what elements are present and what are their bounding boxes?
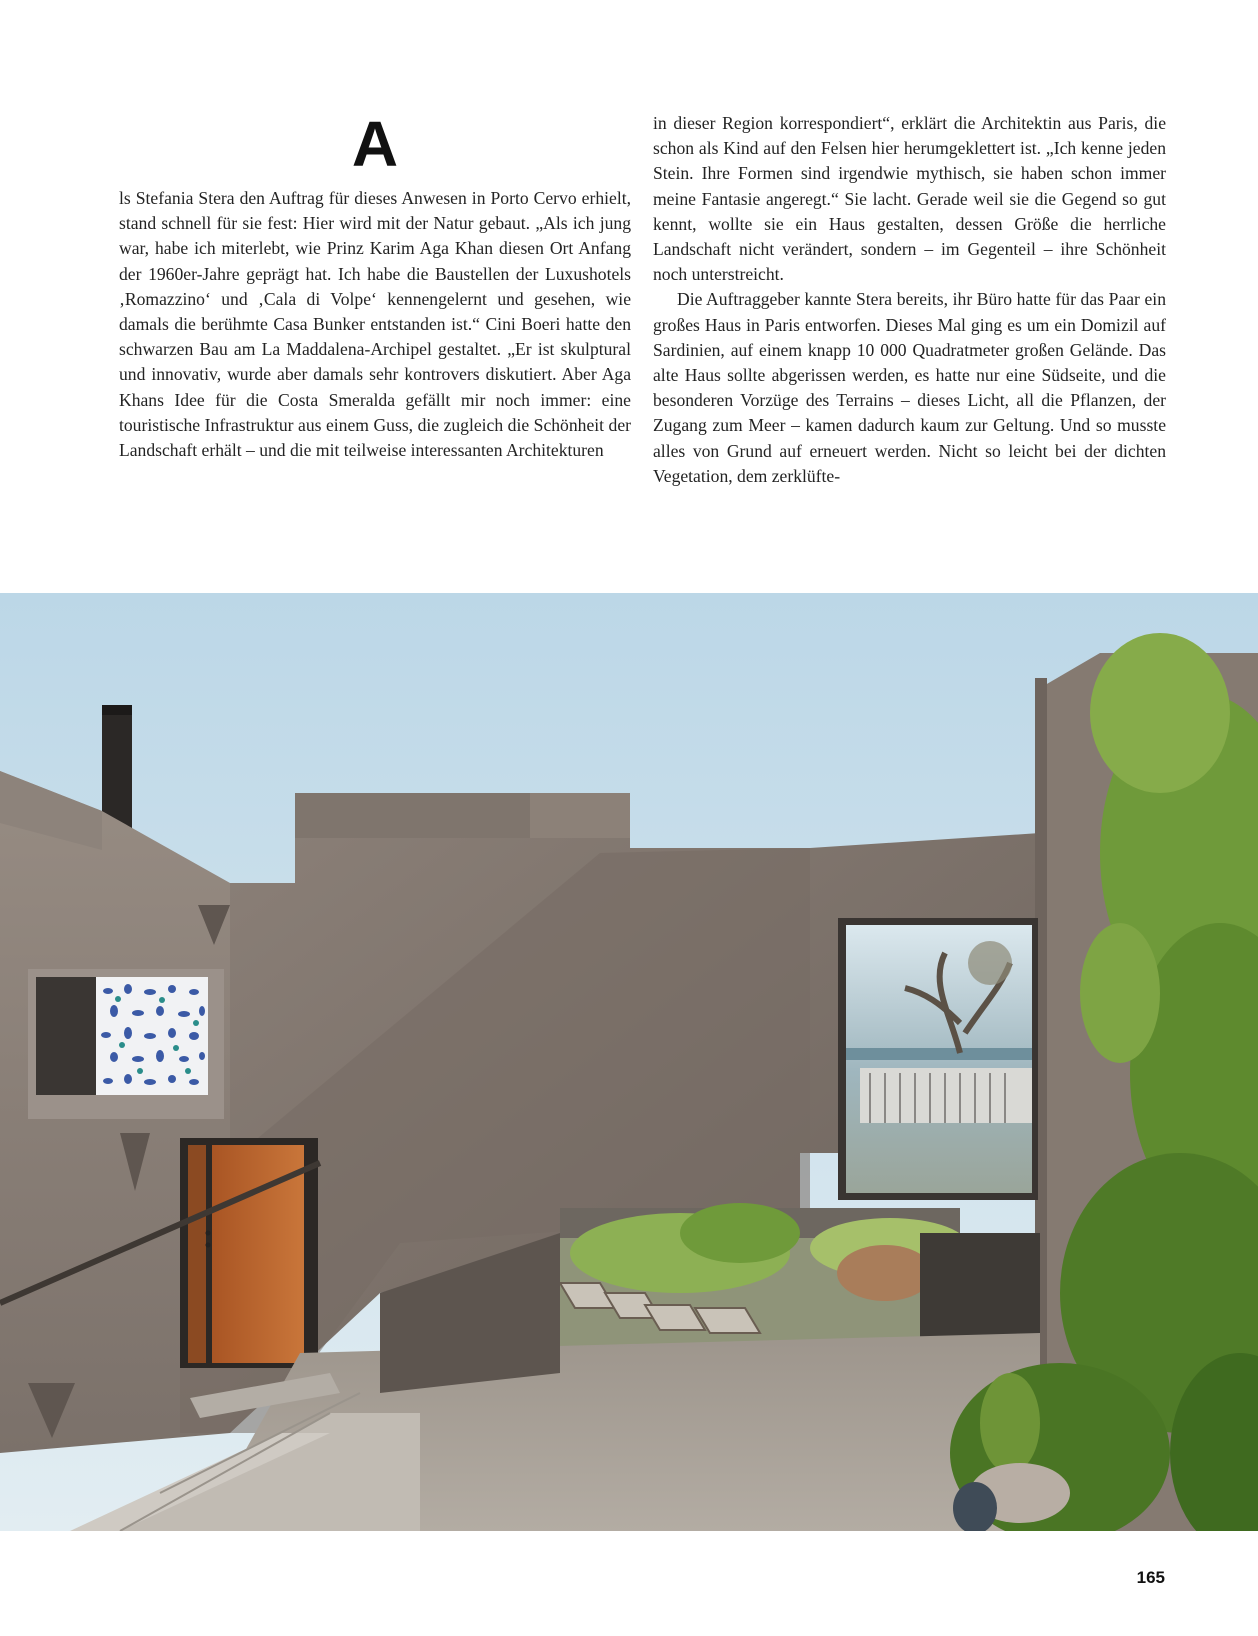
paragraph-left-1: ls Stefania Stera den Auftrag für dieses Anwesen in Porto Cervo erhielt, stand schnell für sie fest: Hier wird mit der Natur gebaut. „Als ich jung war, habe ich miterlebt, wie Prinz Karim Aga Khan diesen Ort Anfang der 1960er-Jahre geprägt hat. Ich habe die Baustellen der Luxushotels ‚Romazzino‘ und ‚Cala di Volpe‘ kennengelernt und gesehen, wie damals die berühmte Casa Bunker entstanden ist.“ Cini Boeri hatte den schwarzen Bau am La Maddalena-Archipel gestaltet. „Er ist skulptural und innovativ, wurde aber damals sehr kontrovers diskutiert. Aber Aga Khans Idee für die Costa Smeralda gefällt mir noch immer: eine touristische Infrastruktur aus einem Guss, die zugleich die Schönheit der Landschaft erhält – und die mit teilweise interessanten Architekturen bbox=[119, 188, 631, 461]
paragraph-right-1: in dieser Region korrespondiert“, erklärt die Architektin aus Paris, die schon als Kind auf den Felsen hier herumgeklettert ist. „Ich kenne jeden Stein. Ihre Formen sind irgendwie mythisch, sie haben schon immer meine Fantasie angeregt.“ Sie lacht. Gerade weil sie die Gegend so gut kennt, wollte sie ein Haus gestalten, dessen Größe die herrliche Landschaft nicht verändert, sondern – im Gegenteil – ihre Schönheit noch unterstreicht. bbox=[653, 113, 1166, 285]
architecture-photo bbox=[0, 593, 1258, 1531]
paragraph-right-2: Die Auftraggeber kannte Stera bereits, ihr Büro hatte für das Paar ein großes Haus in Paris entworfen. Dieses Mal ging es um ein Domizil auf Sardinien, auf einem knapp 10 000 Quadratmeter großen Gelände. Das alte Haus sollte abgerissen werden, es hatte nur eine Südseite, und die besonderen Vorzüge des Terrains – dieses Licht, all die Pflanzen, der Zugang zum Meer – kamen dadurch kaum zur Geltung. Und so musste alles von Grund auf erneuert werden. Nicht so leicht bei der dichten Vegetation, dem zerklüfte- bbox=[653, 289, 1166, 486]
dropcap-letter: A bbox=[351, 108, 399, 180]
text-column-left bbox=[119, 186, 631, 463]
text-column-right bbox=[653, 111, 1166, 489]
boulder bbox=[837, 1245, 933, 1301]
page-number: 165 bbox=[1136, 1568, 1165, 1587]
